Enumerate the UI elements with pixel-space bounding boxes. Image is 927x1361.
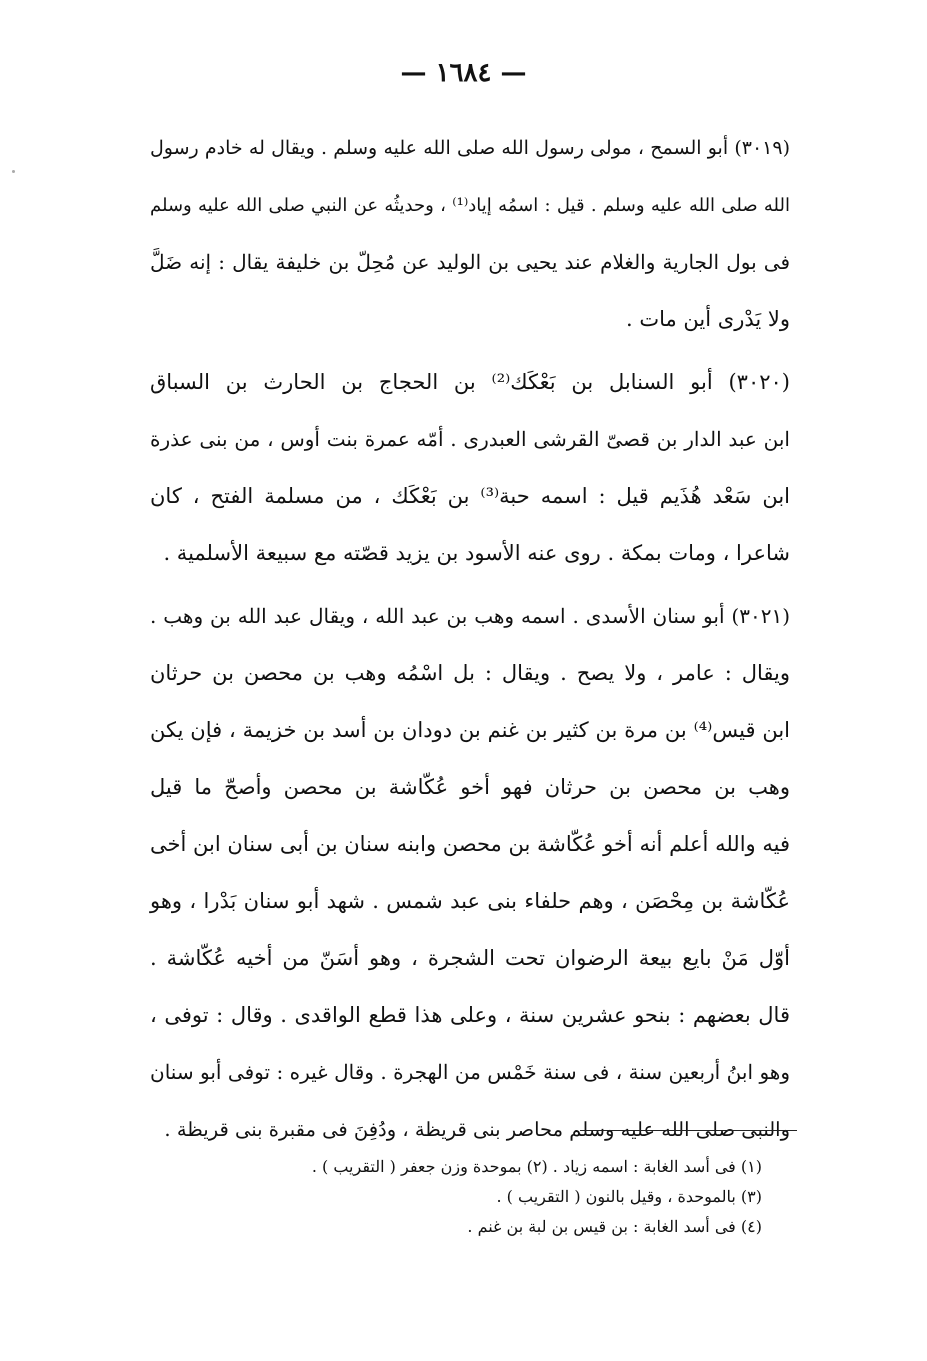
- text-line: عُكّاشة بن مِحْصَن ، وهم حلفاء بنى عبد شمس . شهد أبو سنان بَدْرا ، وهو: [150, 889, 790, 913]
- text-line: ويقال : عامر ، ولا يصح . ويقال : بل اسْمُه وهب بن محصن بن حرثان: [150, 661, 790, 685]
- footnote: (٣) بالموحدة ، وقيل بالنون ( التقريب ) .: [496, 1187, 762, 1206]
- footnote: (٤) فى أسد الغابة : بن قيس بن لبة بن غنم .: [467, 1217, 762, 1236]
- text-line: الله صلى الله عليه وسلم . قيل : اسمُه إياد⁽¹⁾ ، وحديثُه عن النبي صلى الله عليه وسلم: [150, 195, 790, 216]
- text-line: (٣٠٢٠) أبو السنابل بن بَعْكَك⁽²⁾ بن الحجاج بن الحارث بن السباق: [150, 370, 790, 394]
- entry-3021: [150, 588, 790, 1158]
- text-line: (٣٠٢١) أبو سنان الأسدى . اسمه وهب بن عبد الله ، ويقال عبد الله بن وهب .: [150, 604, 790, 628]
- entry-3019: [150, 120, 790, 348]
- text-line: (٣٠١٩) أبو السمح ، مولى رسول الله صلى الله عليه وسلم . ويقال له خادم رسول: [150, 137, 790, 159]
- footnote-divider: [580, 1130, 797, 1131]
- text-line: فى بول الجارية والغلام عند يحيى بن الوليد عن مُحِلّ بن خليفة يقال : إنه ضَلَّ: [150, 250, 790, 274]
- text-line: ابن سَعْد هُذَيم قيل : اسمه حبة⁽³⁾ بن بَعْكَك ، من مسلمة الفتح ، كان: [150, 484, 790, 508]
- scan-speck: [12, 170, 15, 173]
- entry-3020: [150, 354, 790, 582]
- text-line: فيه والله أعلم أنه أخو عُكّاشة بن محصن وابنه سنان بن أبى سنان ابن أخى: [150, 832, 790, 856]
- text-line: ولا يَدْرى أين مات .: [625, 307, 790, 331]
- text-line: ابن عبد الدار بن قصىّ القرشى العبدرى . أمّه عمرة بنت أوس ، من بنى عذرة: [150, 427, 790, 451]
- text-line: وهب بن محصن بن حرثان فهو أخو عُكّاشة بن محصن وأصحّ ما قيل: [150, 775, 790, 799]
- text-line: وهو ابنُ أربعين سنة ، فى سنة خَمْس من الهجرة . وقال غيره : توفى أبو سنان: [150, 1060, 790, 1084]
- page-number: — ١٦٨٤ —: [400, 58, 527, 88]
- text-line: قال بعضهم : بنحو عشرين سنة ، وعلى هذا قطع الواقدى . وقال : توفى ،: [150, 1003, 790, 1027]
- text-line: شاعرا ، ومات بمكة . روى عنه الأسود بن يزيد قصّته مع سبيعة الأسلمية .: [163, 541, 790, 565]
- text-line: ابن قيس⁽⁴⁾ بن مرة بن كثير بن غنم بن دودان بن أسد بن خزيمة ، فإن يكن: [150, 718, 790, 742]
- text-line: أوّل مَنْ بايع بيعة الرضوان تحت الشجرة ، وهو أسَنّ من أخيه عُكّاشة .: [150, 946, 790, 970]
- footnote: (١) فى أسد الغابة : اسمه زياد . (٢) بموحدة وزن جعفر ( التقريب ) .: [311, 1157, 762, 1176]
- footnotes: [150, 1152, 762, 1242]
- main-text: [150, 120, 790, 1164]
- text-line: والنبى صلى الله عليه وسلم محاصر بنى قريظة ، ودُفِنَ فى مقبرة بنى قريظة .: [164, 1118, 790, 1141]
